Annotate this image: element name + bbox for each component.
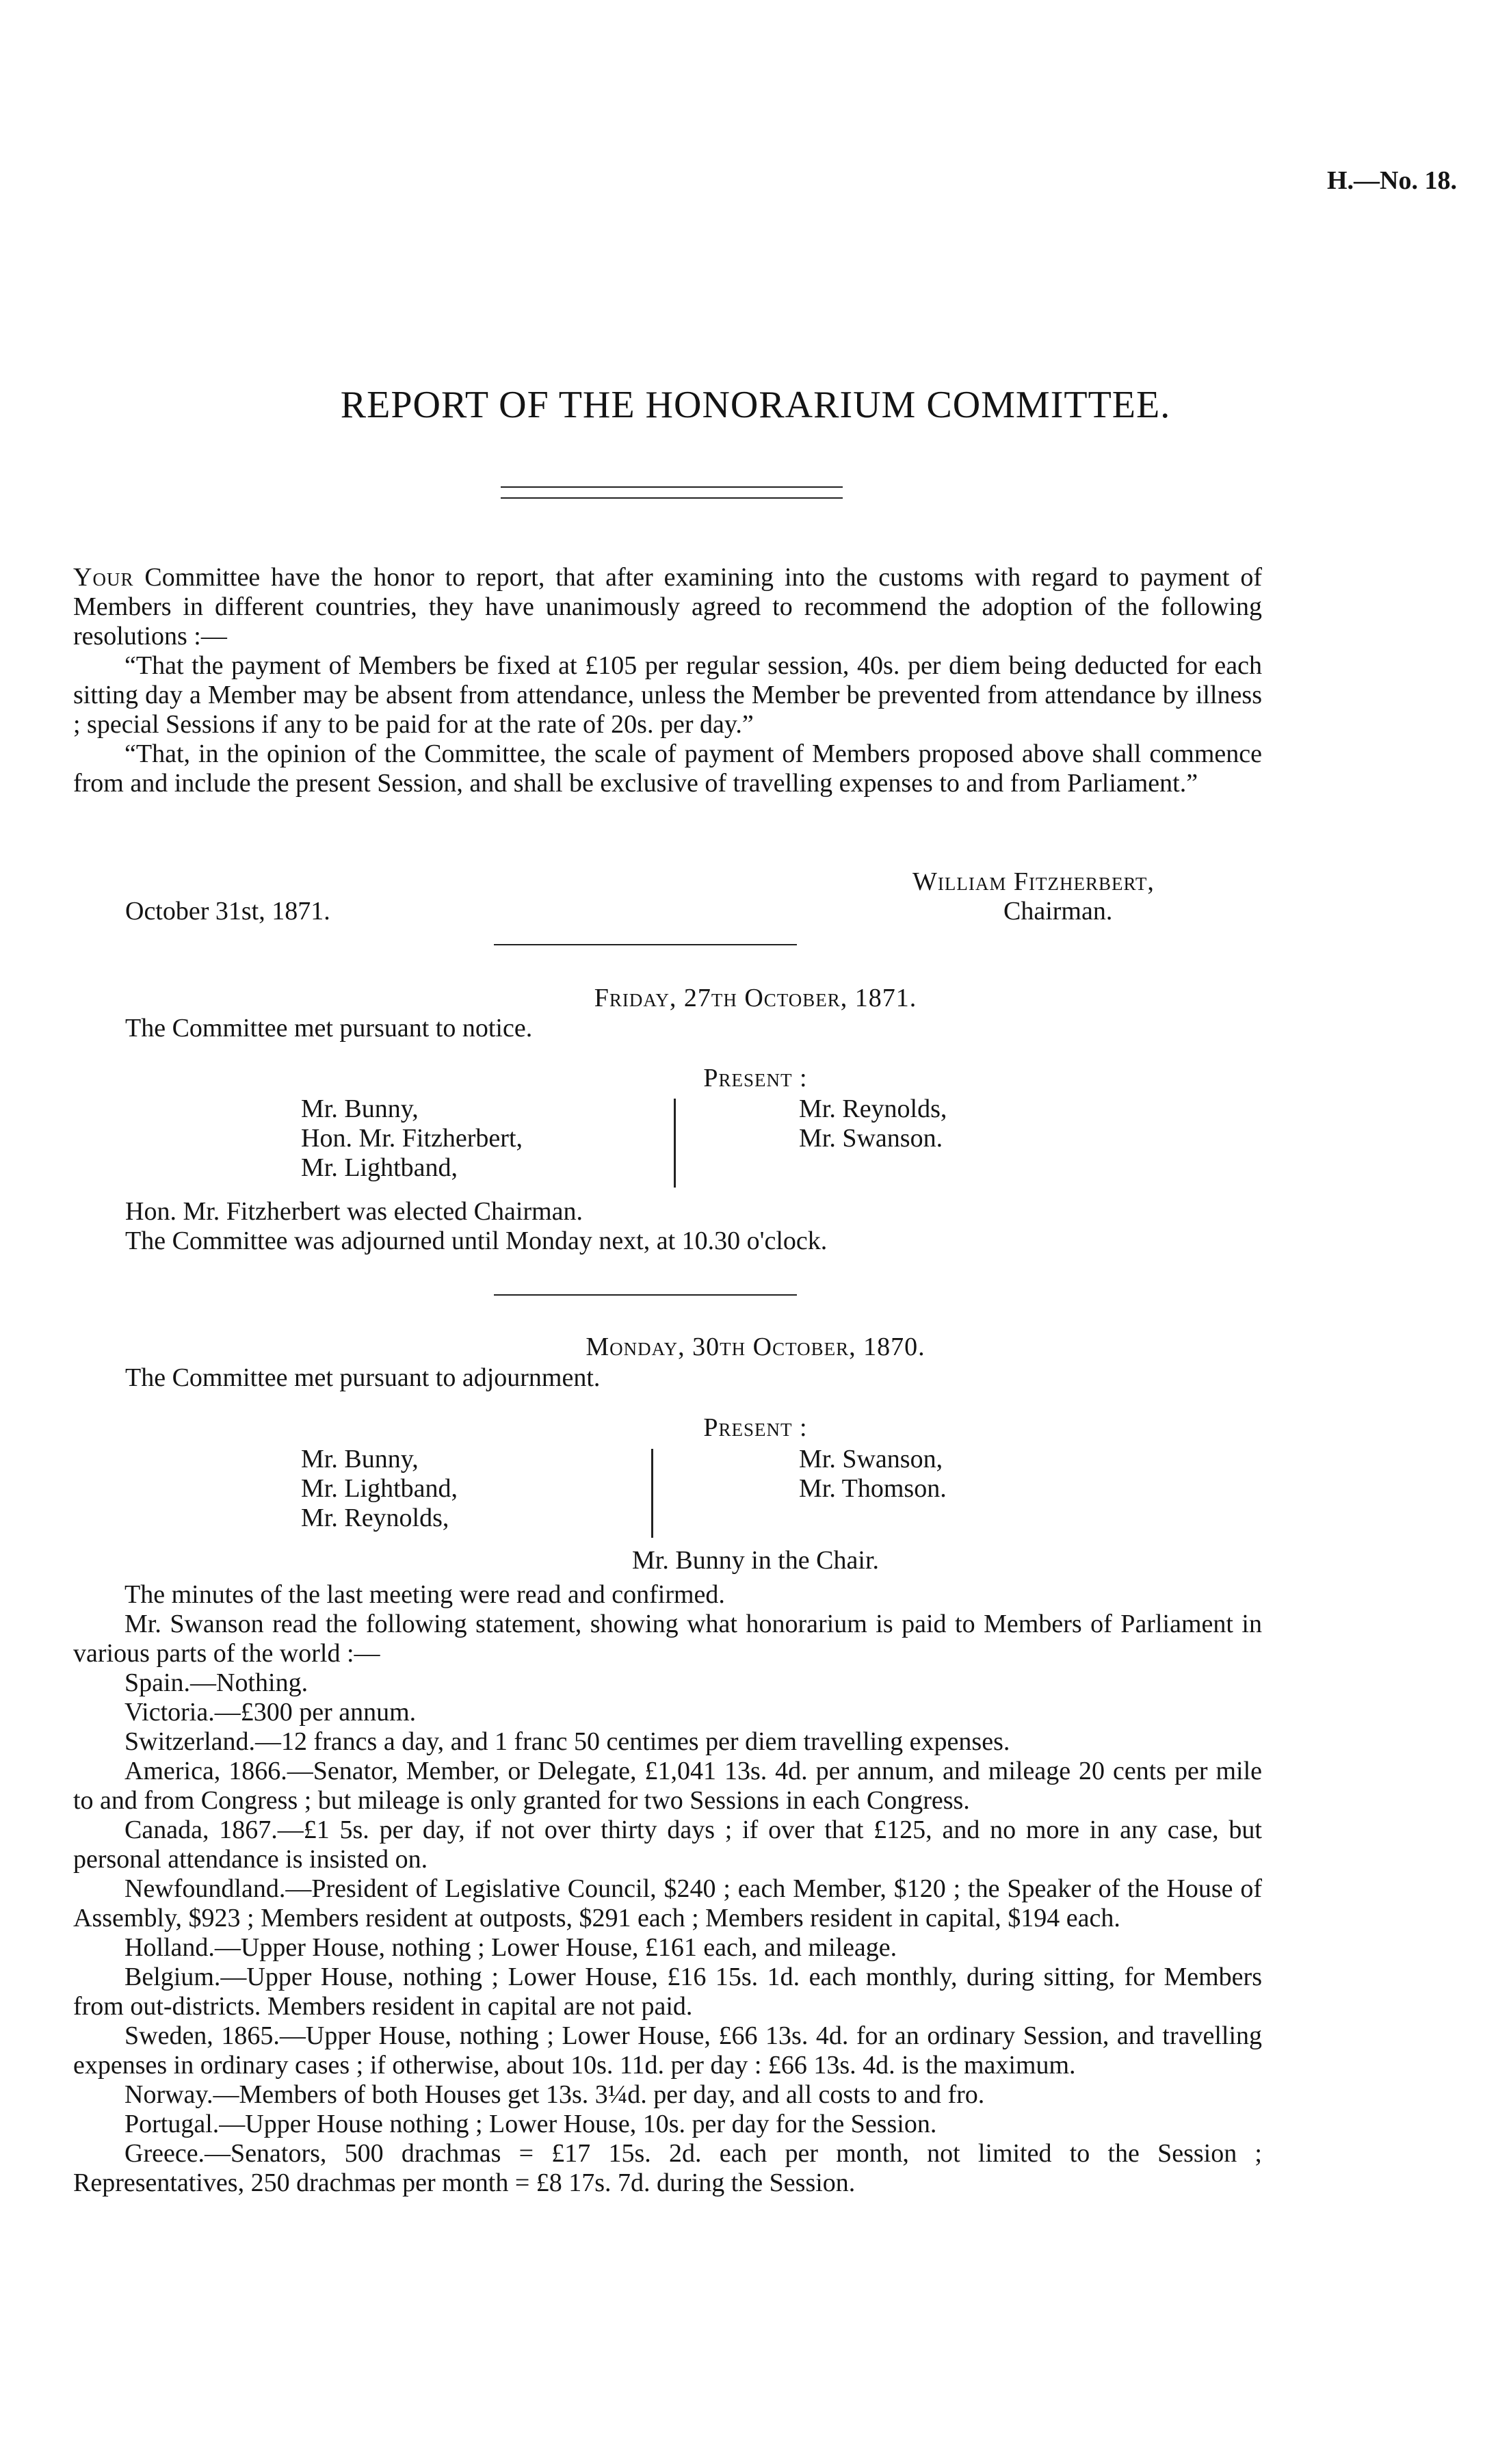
title-rule-bottom <box>501 497 843 499</box>
member-name: Hon. Mr. Fitzherbert, <box>301 1124 523 1153</box>
country-entry: Canada, 1867.—£1 5s. per day, if not over thirty days ; if over that £125, and no more in any case, but personal attendance is insisted on. <box>73 1816 1262 1874</box>
meeting-2-opening: The Committee met pursuant to adjournment. <box>125 1363 601 1392</box>
country-entry: Switzerland.—12 francs a day, and 1 franc 50 centimes per diem travelling expenses. <box>124 1727 1010 1756</box>
paper-number: H.—No. 18. <box>1327 166 1457 195</box>
report-date: October 31st, 1871. <box>125 897 330 926</box>
country-entry: Greece.—Senators, 500 drachmas = £17 15s. 2d. each per month, not limited to the Session ; Representatives, 250 drachmas per month = £8 17s. 7d. during the Session. <box>73 2139 1262 2197</box>
report-lead-word: Your <box>73 563 134 592</box>
resolution-2: “That, in the opinion of the Committee, the scale of payment of Members proposed above shall commence from and include the present Session, and shall be exclusive of travelling expenses to and from Parliament.” <box>73 739 1262 798</box>
country-entry: Belgium.—Upper House, nothing ; Lower House, £16 15s. 1d. each monthly, during sitting, for Members from out-districts. Members resident in capital are not paid. <box>73 1963 1262 2021</box>
resolution-1: “That the payment of Members be fixed at £105 per regular session, 40s. per diem being deducted for each sitting day a Member may be absent from attendance, unless the Member be prevented from attendance by illness ; special Sessions if any to be paid for at the rate of 20s. per day.” <box>73 651 1262 739</box>
minutes-read: The minutes of the last meeting were read and confirmed. <box>124 1580 725 1609</box>
report-body <box>73 563 1262 798</box>
page-title: REPORT OF THE HONORARIUM COMMITTEE. <box>340 384 1171 426</box>
country-entry: Spain.—Nothing. <box>124 1668 308 1697</box>
country-entry: Portugal.—Upper House nothing ; Lower House, 10s. per day for the Session. <box>124 2110 937 2138</box>
title-rule-top <box>501 486 843 488</box>
meeting-1-heading: Friday, 27th October, 1871. <box>594 984 917 1012</box>
member-name: Mr. Bunny, <box>301 1445 419 1473</box>
meeting-1-opening: The Committee met pursuant to notice. <box>125 1014 533 1043</box>
meeting-2-chair: Mr. Bunny in the Chair. <box>632 1546 879 1575</box>
section-rule-2 <box>494 1294 797 1296</box>
members-divider <box>651 1449 653 1538</box>
report-signatory-role: Chairman. <box>1003 897 1113 926</box>
minute-line: The Committee was adjourned until Monday next, at 10.30 o'clock. <box>125 1227 828 1255</box>
section-rule-1 <box>494 944 797 945</box>
member-name: Mr. Thomson. <box>799 1474 947 1503</box>
report-intro-text: Committee have the honor to report, that after examining into the customs with regard to payment of Members in different countries, they have unanimously agreed to recommend the adoption of the following resolutions :— <box>73 563 1262 651</box>
country-entry: Newfoundland.—President of Legislative Council, $240 ; each Member, $120 ; the Speaker of the House of Assembly, $923 ; Members resident at outposts, $291 each ; Members resident in capital, $194 each. <box>73 1874 1262 1932</box>
member-name: Mr. Swanson. <box>799 1124 943 1153</box>
member-name: Mr. Bunny, <box>301 1095 419 1123</box>
member-name: Mr. Reynolds, <box>301 1504 449 1532</box>
country-entry: Norway.—Members of both Houses get 13s. 3¼d. per day, and all costs to and fro. <box>124 2080 985 2109</box>
member-name: Mr. Swanson, <box>799 1445 943 1473</box>
meeting-1-present-label: Present : <box>703 1064 808 1092</box>
meeting-2-heading: Monday, 30th October, 1870. <box>586 1333 925 1361</box>
meeting-1-minutes <box>125 1197 827 1256</box>
statement-intro: Mr. Swanson read the following statement, showing what honorarium is paid to Members of Parliament in various parts of the world :— <box>73 1610 1262 1668</box>
meeting-2-minutes <box>73 1580 1262 2198</box>
meeting-2-members-left <box>301 1445 458 1533</box>
signatory-name: William Fitzherbert, <box>912 867 1155 896</box>
meeting-1-members-right <box>799 1095 947 1153</box>
member-name: Mr. Lightband, <box>301 1153 458 1182</box>
country-entry: Holland.—Upper House, nothing ; Lower House, £161 each, and mileage. <box>124 1933 897 1962</box>
report-intro <box>73 563 1262 651</box>
member-name: Mr. Reynolds, <box>799 1095 947 1123</box>
member-name: Mr. Lightband, <box>301 1474 458 1503</box>
meeting-1-members-left <box>301 1095 523 1183</box>
members-divider <box>674 1099 676 1188</box>
meeting-2-members-right <box>799 1445 947 1504</box>
meeting-2-present-label: Present : <box>703 1413 808 1442</box>
report-signatory <box>912 867 1155 897</box>
country-entry: America, 1866.—Senator, Member, or Delegate, £1,041 13s. 4d. per annum, and mileage 20 cents per mile to and from Congress ; but mileage is only granted for two Sessions in each Congress. <box>73 1757 1262 1815</box>
country-entry: Victoria.—£300 per annum. <box>124 1698 417 1727</box>
minute-line: Hon. Mr. Fitzherbert was elected Chairman. <box>125 1197 583 1226</box>
country-entry: Sweden, 1865.—Upper House, nothing ; Lower House, £66 13s. 4d. for an ordinary Session, and travelling expenses in ordinary cases ; if otherwise, about 10s. 11d. per day : £66 13s. 4d. is the maximum. <box>73 2021 1262 2080</box>
